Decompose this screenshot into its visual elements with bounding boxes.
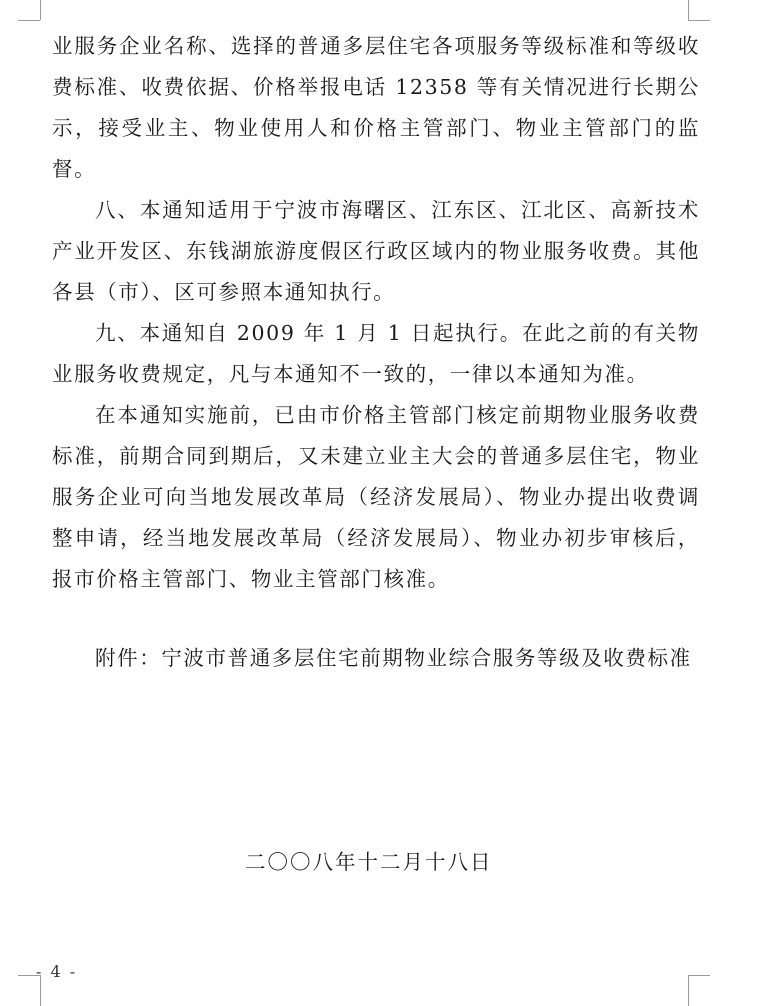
attachment-title: 宁波市普通多层住宅前期物业综合服务等级及收费标准: [161, 646, 692, 670]
crop-mark-top-left-v: [40, 0, 41, 20]
paragraph-transition: 在本通知实施前，已由市价格主管部门核定前期物业服务收费标准，前期合同到期后，又未建立业主大会的普通多层住宅，物业服务企业可向当地发展改革局（经济发展局）、物业办提出收费调整申请，经当地发展改革局（经济发展局）、物业办初步审核后，报市价格主管部门、物业主管部门核准。: [52, 403, 700, 591]
issue-date: 二〇〇八年十二月十八日: [245, 850, 493, 874]
attachment-label: 附件：: [95, 646, 162, 670]
crop-mark-top-left-h: [18, 20, 40, 21]
paragraph-continuation: 业服务企业名称、选择的普通多层住宅各项服务等级标准和等级收费标准、收费依据、价格举报电话 12358 等有关情况进行长期公示，接受业主、物业使用人和价格主管部门、物业主管部门的监督。: [52, 34, 700, 181]
body-text: [52, 26, 700, 600]
crop-mark-top-right-h: [688, 20, 710, 21]
crop-mark-top-right-v: [688, 0, 689, 20]
crop-mark-bottom-right-h: [688, 975, 710, 976]
attachment-line: [52, 638, 700, 679]
paragraph-nine: 九、本通知自 2009 年 1 月 1 日起执行。在此之前的有关物业服务收费规定，凡与本通知不一致的，一律以本通知为准。: [52, 321, 700, 386]
crop-mark-bottom-right-v: [688, 975, 689, 1006]
page-number: - 4 -: [36, 962, 78, 981]
paragraph-eight: 八、本通知适用于宁波市海曙区、江东区、江北区、高新技术产业开发区、东钱湖旅游度假区行政区域内的物业服务收费。其他各县（市）、区可参照本通知执行。: [52, 198, 700, 304]
